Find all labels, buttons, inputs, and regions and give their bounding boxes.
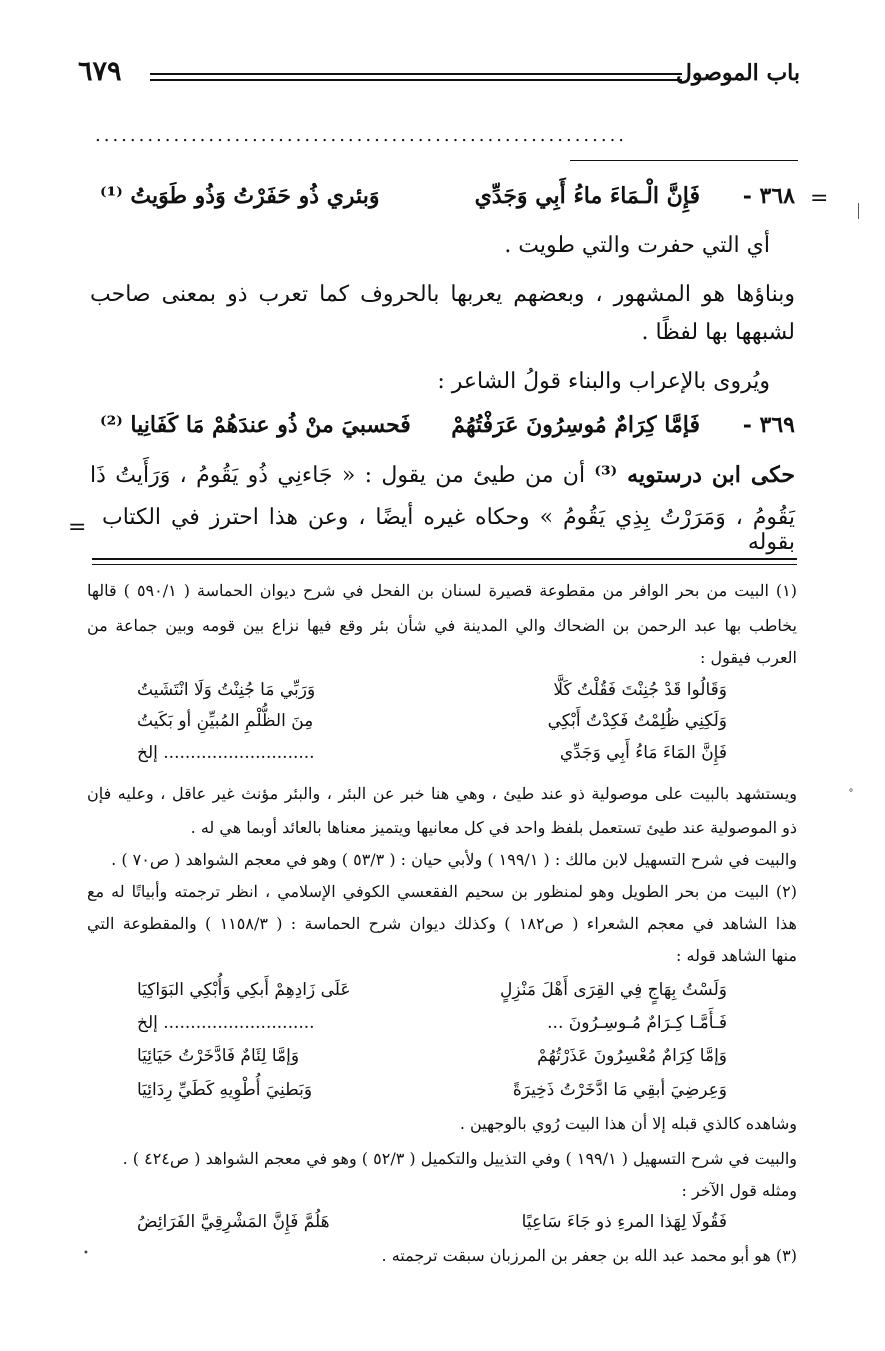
hemistich-right: فَإِنَّ المَاءَ مَاءُ أَبِي وَجَدِّي bbox=[559, 743, 727, 763]
verse-368 bbox=[90, 183, 795, 223]
hemistich-right: وَعِرضِيَ أبقِي مَا ادَّخَرْتُ ذَخِيرَةً bbox=[512, 1080, 727, 1100]
verse-number: ٣٦٨ - bbox=[742, 183, 795, 209]
footnote-rule bbox=[92, 558, 797, 560]
verse-number: ٣٦٩ - bbox=[742, 412, 795, 438]
header-rule bbox=[150, 79, 682, 81]
header-rule bbox=[150, 73, 682, 75]
continuation-mark: = bbox=[810, 186, 829, 211]
footnote-line: والبيت في شرح التسهيل لابن مالك : ( ١٩٩/١ ) ولأبي حيان : ( ٥٣/٣ ) وهو في معجم الشواهد ( ص٧٠ ) . bbox=[111, 850, 797, 869]
hemistich-left: وَإمَّا لِئَامٌ فَادَّخَرْتُ حَيَائِيَا bbox=[137, 1046, 300, 1066]
footnote-rule bbox=[92, 564, 797, 565]
footnote-verse bbox=[87, 980, 797, 1008]
hemistich-right: وَقَالُوا قَدْ جُنِنْتَ فَقُلْتُ كَلَّا bbox=[553, 680, 727, 700]
hemistich-right: فَإِنَّ الْـمَاءَ ماءُ أَبِي وَجَدِّي bbox=[474, 183, 700, 209]
footnote-verse bbox=[87, 1080, 797, 1108]
footnote-line: (٢) البيت من بحر الطويل وهو لمنظور بن سحيم الفقعسي الكوفي الإسلامي ، انظر ترجمته وأبياتًا له مع bbox=[87, 882, 797, 901]
continuation-mark: = bbox=[68, 515, 87, 540]
dotted-separator: ............................................................. bbox=[95, 125, 628, 146]
footnote-line: ومثله قول الآخر : bbox=[681, 1181, 797, 1200]
footnote-verse bbox=[87, 1212, 797, 1240]
body-text: أن من طيئ من يقول : « جَاءنِي ذُو يَقُومُ ، وَرَأَيتُ ذَا bbox=[90, 463, 586, 488]
footnote-line: وشاهده كالذي قبله إلا أن هذا البيت رُوي بالوجهين . bbox=[459, 1114, 797, 1133]
footnote-verse bbox=[87, 743, 797, 771]
hemistich-left: هَلُمَّ فَإِنَّ المَشْرِقِيَّ الفَرَائِضُ bbox=[137, 1212, 330, 1232]
hemistich-left: عَلَى زَادِهِمْ أَبكِي وَأُبْكِي البَوَاكِيَا bbox=[137, 980, 351, 1000]
hemistich-left: فَحسبيَ منْ ذُو عندَهُمْ مَا كَفَانِيا ⁽²⁾ bbox=[100, 412, 411, 438]
hemistich-left: ............................ إلخ bbox=[137, 1013, 315, 1033]
margin-tick bbox=[858, 203, 859, 219]
footnote-line: يخاطب بها عبد الرحمن بن الضحاك والي المدينة في شأن بئر وقع فيها نزاع بين قومه وبين جماعة من bbox=[87, 616, 797, 635]
footnote-verse bbox=[87, 1013, 797, 1041]
verse-369 bbox=[90, 412, 795, 452]
short-separator bbox=[570, 160, 798, 161]
footnote-verse bbox=[87, 1046, 797, 1074]
body-line: وبناؤها هو المشهور ، وبعضهم يعربها بالحروف كما تعرب ذو بمعنى صاحب bbox=[90, 282, 795, 307]
footnote-line: هذا الشاهد في معجم الشعراء ( ص١٨٢ ) وكذلك ديوان شرح الحماسة : ( ١١٥٨/٣ ) والمقطوعة التي bbox=[87, 914, 797, 933]
hemistich-left: وَرَبِّي مَا جُنِنْتُ وَلَا انْتَشَيتُ bbox=[137, 680, 316, 700]
page-number: ٦٧٩ bbox=[78, 56, 122, 87]
body-line bbox=[90, 462, 795, 488]
hemistich-left: وَبئري ذُو حَفَرْتُ وَذُو طَوَيتُ ⁽¹⁾ bbox=[100, 183, 380, 209]
margin-mark: ˚ bbox=[848, 788, 854, 802]
footnote-line: ويستشهد بالبيت على موصولية ذو عند طيئ ، وهي هنا خبر عن البئر ، والبئر مؤنث غير عاقل ، وعليه فإن bbox=[87, 784, 797, 803]
hemistich-left: مِنَ الظُّلْمِ المُبيِّنِ أو بَكَيتُ bbox=[137, 711, 314, 731]
body-line: أي التي حفرت والتي طويت . bbox=[504, 233, 770, 258]
body-line: ويُروى بالإعراب والبناء قولُ الشاعر : bbox=[437, 369, 770, 394]
footnote-line: والبيت في شرح التسهيل ( ١٩٩/١ ) وفي التذييل والتكميل ( ٥٢/٣ ) وهو في معجم الشواهد ( ص٤٢٤ ) . bbox=[122, 1149, 797, 1168]
hemistich-left: وَبَطنِيَ أُطْوِيهِ كَطَيِّ رِدَائِيَا bbox=[137, 1080, 313, 1100]
footnote-line: (٣) هو أبو محمد عبد الله بن جعفر بن المرزبان سبقت ترجمته . bbox=[381, 1246, 797, 1265]
body-line: لشبهها بها لفظًا . bbox=[641, 320, 795, 345]
footnote-line: منها الشاهد قوله : bbox=[676, 946, 797, 965]
hemistich-right: وَلَكِنِي ظُلِمْتُ فَكِدْتُ أَبْكِي bbox=[547, 711, 727, 731]
hemistich-right: وَإمَّا كِرَامٌ مُعْسِرُونَ عَذَرْتُهُمْ bbox=[537, 1046, 727, 1066]
hemistich-right: وَلَسْتُ بِهَاجٍ فِي القِرَى أَهْلَ مَنْزِلٍ bbox=[499, 980, 727, 1000]
chapter-title: باب الموصول bbox=[675, 60, 800, 86]
footnote-verse bbox=[87, 711, 797, 739]
hemistich-left: ............................ إلخ bbox=[137, 743, 315, 763]
footnote-line: العرب فيقول : bbox=[700, 648, 797, 667]
hemistich-right: فَقُولَا لِهَذا المرءِ ذو جَاءَ سَاعِيًا bbox=[521, 1212, 727, 1232]
hemistich-right: فَإمَّا كِرَامٌ مُوسِرُونَ عَرَفْتُهُمْ bbox=[451, 412, 700, 438]
cited-author: حكى ابن درستويه ⁽³⁾ bbox=[594, 462, 795, 488]
footnote-verse bbox=[87, 680, 797, 708]
body-line: يَقُومُ ، وَمَرَرْتُ بِذِي يَقُومُ » وحكاه غيره أيضًا ، وعن هذا احترز في الكتاب بقوله bbox=[102, 505, 795, 555]
footnote-line: (١) البيت من بحر الوافر من مقطوعة قصيرة لسنان بن الفحل في شرح ديوان الحماسة ( ٥٩٠/١ ) قالها bbox=[87, 581, 798, 600]
stray-dot: • bbox=[83, 1248, 89, 1259]
footnote-line: ذو الموصولية عند طيئ تستعمل بلفظ واحد في كل معانيها ويتميز معناها بالعائد أوبما هي له . bbox=[190, 818, 797, 837]
hemistich-right: فَـأَمَّـا كِـرَامٌ مُـوسِـرُونَ ... bbox=[547, 1013, 727, 1033]
